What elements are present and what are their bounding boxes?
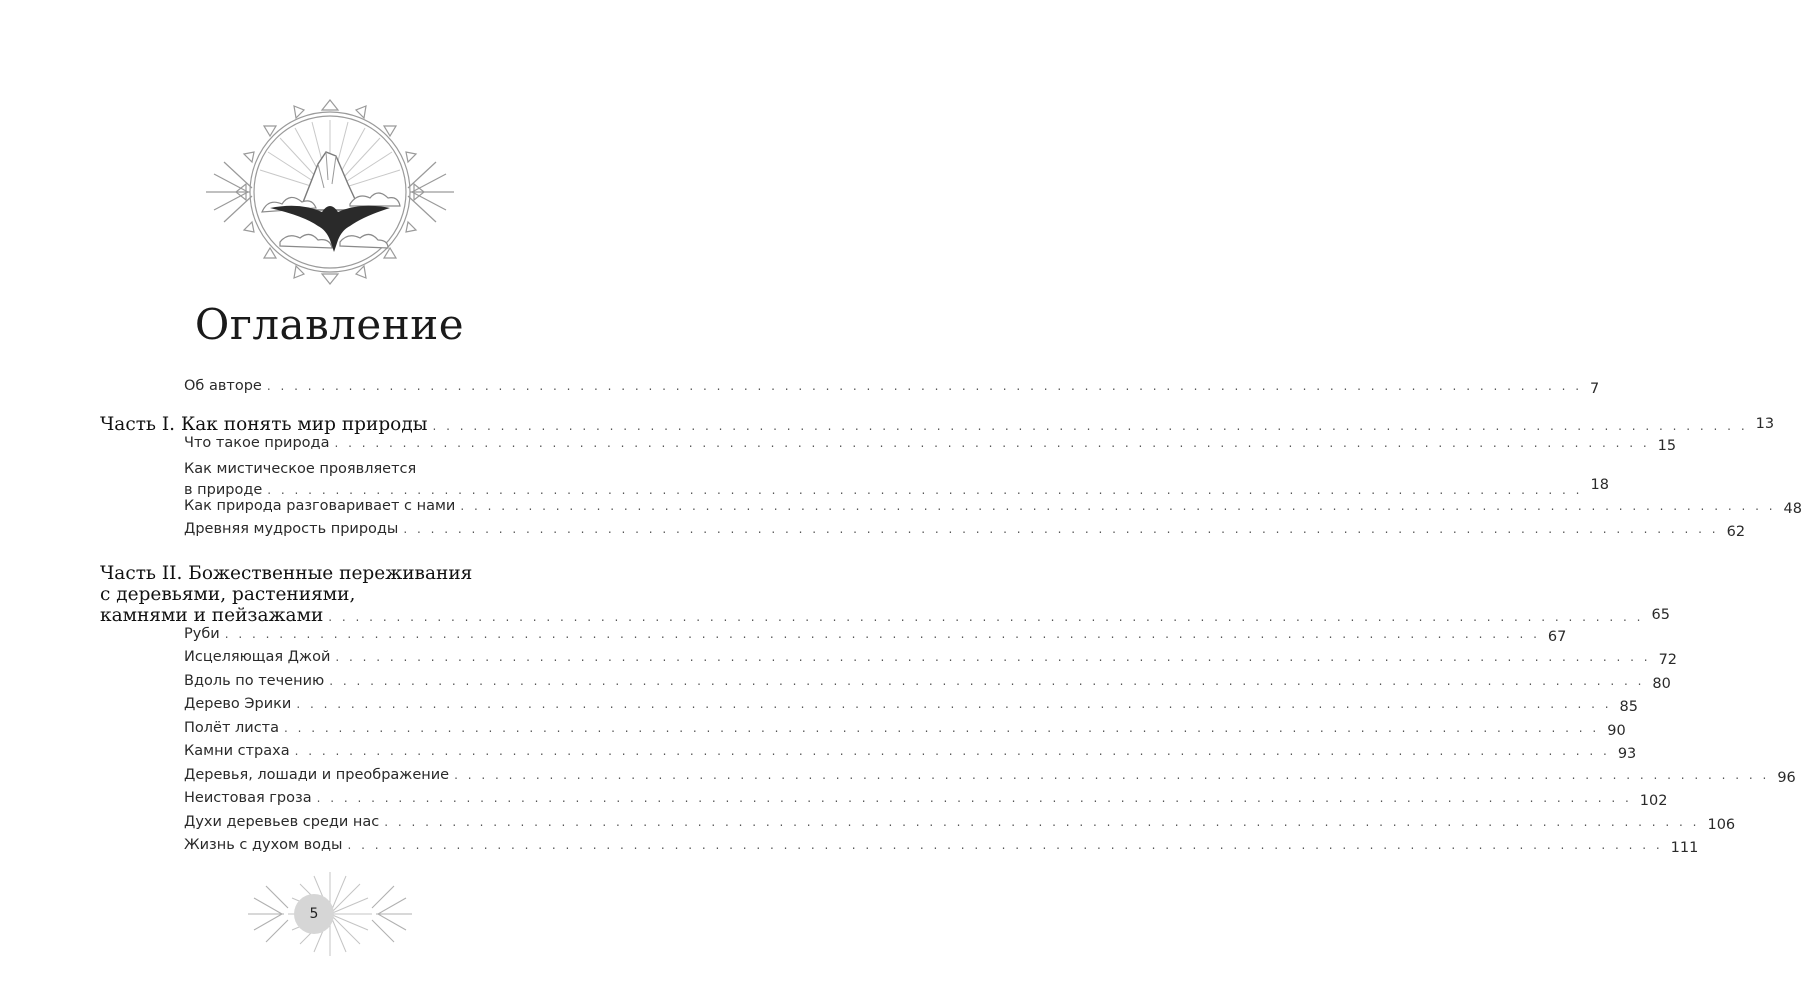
toc-entry-page-number: 80 [1652,675,1671,692]
toc-entry-line: Как природа разговаривает с нами [184,497,456,514]
page-title: Оглавление [194,300,465,349]
dot-leader [334,436,1649,450]
dot-leader [267,379,1582,393]
toc-entry-title [184,435,1650,459]
toc-entry-title [184,498,1776,522]
toc-entry-title [184,649,1651,673]
toc-entry-line: Древняя мудрость природы [184,521,399,537]
toc-entry-line: Что такое природа [184,434,330,451]
toc-entry-line: Исцеляющая Джой [184,649,331,665]
toc-entry-downstream[interactable] [184,672,1671,697]
dot-leader [432,419,1747,433]
toc-part-page-number: 65 [1651,606,1670,623]
dot-leader [347,838,1662,852]
dot-leader [335,650,1650,664]
dot-leader [225,627,1540,641]
toc-entry-violent-storm[interactable] [184,790,1668,814]
toc-entry-mystical-in-nature[interactable] [184,458,1609,498]
toc-entry-title [184,673,1644,697]
toc-entry-line: Руби [184,625,220,642]
toc-entry-title [184,458,1583,498]
toc-entry-title [184,790,1632,814]
toc-entry-title [184,720,1599,744]
toc-entry-title [184,696,1612,720]
toc-entry-ancient-wisdom[interactable] [184,521,1746,545]
toc-entry-water-spirit[interactable] [184,837,1699,861]
toc-entry-nature-speaks[interactable] [184,497,1802,522]
toc-entry-line: Духи деревьев среди нас [184,813,380,830]
toc-part-line: с деревьями, растениями, [100,583,356,605]
toc-entry-page-number: 67 [1547,628,1567,645]
page-number: 5 [294,894,334,934]
toc-entry-line: Вдоль по течению [184,672,325,689]
toc-entry-title [184,814,1699,838]
toc-entry-page-number: 96 [1777,769,1796,786]
dot-leader [267,483,1582,497]
toc-entry-page-number: 18 [1590,477,1609,493]
toc-entry-line: Камни страха [184,743,290,759]
toc-entry-title [184,743,1610,767]
toc-entry-about-author[interactable] [184,378,1600,402]
toc-entry-page-number: 7 [1590,381,1600,397]
toc-entry-leaf-flight[interactable] [184,719,1626,744]
dot-leader [296,697,1611,711]
toc-entry-line: Об авторе [184,378,262,394]
dot-leader [328,610,1643,624]
toc-entry-ruby[interactable] [184,625,1567,650]
toc-entry-title [184,378,1582,402]
table-of-contents [100,378,1802,861]
toc-entry-line: Полёт листа [184,719,280,736]
toc-entry-page-number: 111 [1670,840,1699,856]
dot-leader [460,499,1775,513]
toc-entry-stones-of-fear[interactable] [184,743,1637,767]
toc-part-line: Часть I. Как понять мир природы [100,413,428,435]
dot-leader [403,522,1718,536]
toc-entry-ericas-tree[interactable] [184,696,1638,720]
toc-entry-title [184,837,1663,861]
toc-part-page-number: 13 [1755,415,1775,432]
toc-entry-page-number: 93 [1617,746,1637,762]
toc-entry-line: Жизнь с духом воды [184,837,343,853]
toc-part-title [100,414,1748,435]
mountain-raven-emblem [200,92,460,292]
toc-entry-trees-horses[interactable] [184,766,1796,791]
dot-leader [454,768,1769,782]
toc-entry-line: в природе [184,481,263,498]
dot-leader [384,815,1699,829]
toc-part-title [100,563,1644,626]
toc-entry-page-number: 15 [1657,437,1677,454]
toc-part-1[interactable] [100,413,1775,435]
toc-entry-page-number: 72 [1658,652,1678,668]
toc-entry-line: Неистовая гроза [184,790,312,806]
toc-entry-tree-spirits[interactable] [184,813,1736,838]
toc-entry-page-number: 90 [1607,722,1626,739]
toc-entry-title [184,767,1769,791]
toc-entry-title [184,626,1540,650]
toc-entry-line: Дерево Эрики [184,696,292,712]
toc-entry-healing-joy[interactable] [184,649,1678,673]
toc-entry-page-number: 85 [1619,699,1638,715]
toc-entry-what-is-nature[interactable] [184,434,1677,459]
dot-leader [317,791,1632,805]
dot-leader [284,721,1599,735]
toc-entry-line: Как мистическое проявляется [184,461,417,477]
toc-part-line: камнями и пейзажами [100,604,324,626]
toc-entry-page-number: 106 [1707,816,1736,833]
toc-entry-title [184,521,1719,545]
toc-part-line: Часть II. Божественные переживания [100,562,473,584]
toc-entry-line: Деревья, лошади и преображение [184,766,450,783]
dot-leader [295,744,1610,758]
toc-part-2[interactable] [100,562,1670,626]
toc-entry-page-number: 102 [1639,793,1668,809]
toc-entry-page-number: 62 [1726,524,1746,540]
dot-leader [329,674,1644,688]
toc-entry-page-number: 48 [1783,500,1802,517]
